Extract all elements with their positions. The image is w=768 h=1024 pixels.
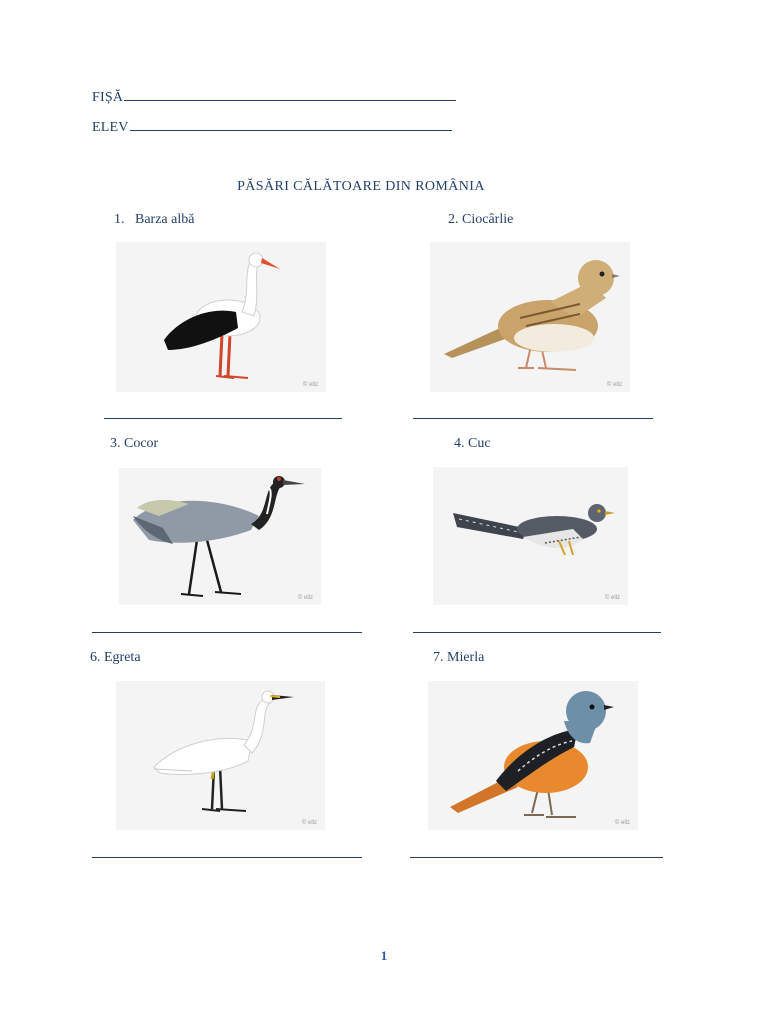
crane-illustration	[119, 468, 321, 605]
copyright-mark: © ellz	[302, 382, 318, 388]
item-label-7: 7. Mierla	[433, 650, 485, 665]
item-label-2: 2. Ciocârlie	[448, 212, 514, 227]
item-label-6: 6. Egreta	[90, 650, 141, 665]
elev-label: ELEV	[92, 120, 129, 135]
item-name-1: Barza albă	[135, 212, 195, 227]
copyright-mark: © ellz	[614, 820, 630, 826]
answer-line-6[interactable]	[92, 857, 362, 858]
page-title: PĂSĂRI CĂLĂTOARE DIN ROMÂNIA	[237, 179, 485, 194]
copyright-mark: © ellz	[606, 382, 622, 388]
stork-illustration	[116, 242, 326, 392]
page-number: 1	[380, 948, 388, 963]
item-label-3: 3. Cocor	[110, 436, 159, 451]
elev-blank-line[interactable]	[130, 118, 452, 131]
answer-line-2[interactable]	[413, 418, 653, 419]
item-number-1: 1.	[114, 212, 125, 227]
fisa-label: FIȘĂ	[92, 90, 124, 105]
item-label-1	[114, 212, 194, 228]
answer-line-7[interactable]	[410, 857, 663, 858]
copyright-mark: © ellz	[604, 595, 620, 601]
copyright-mark: © ellz	[301, 820, 317, 826]
elev-field[interactable]	[92, 118, 452, 136]
lark-illustration	[430, 242, 630, 392]
egret-illustration	[116, 681, 325, 830]
answer-line-4[interactable]	[413, 632, 661, 633]
fisa-field[interactable]	[92, 88, 456, 106]
cuckoo-illustration	[433, 467, 628, 605]
answer-line-1[interactable]	[104, 418, 342, 419]
item-label-4: 4. Cuc	[454, 436, 491, 451]
copyright-mark: © ellz	[297, 595, 313, 601]
fisa-blank-line[interactable]	[124, 88, 456, 101]
rock-thrush-illustration	[428, 681, 638, 830]
answer-line-3[interactable]	[92, 632, 362, 633]
